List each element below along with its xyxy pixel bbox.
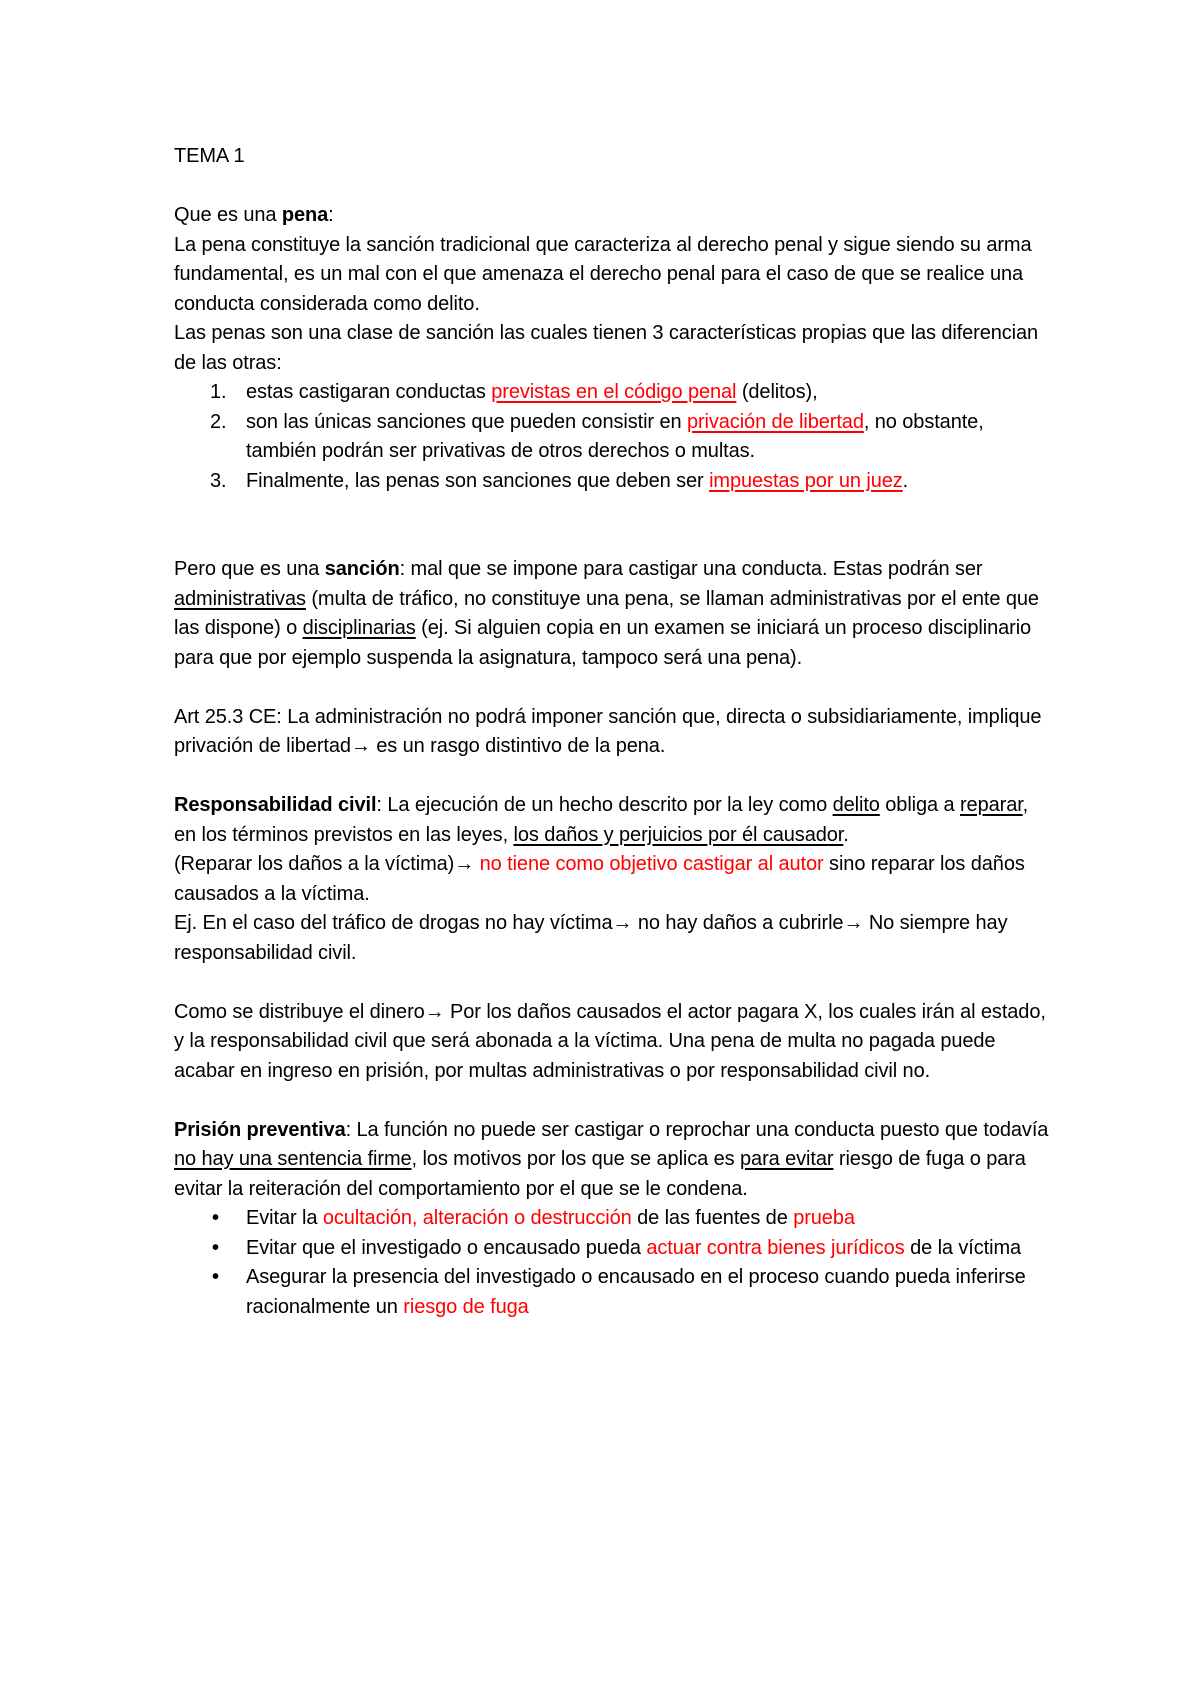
- term-bold: sanción: [324, 558, 400, 580]
- responsabilidad-note: [174, 850, 1054, 909]
- underlined-text: administrativas: [174, 587, 306, 610]
- list-item: [174, 378, 1054, 408]
- pena-heading-bold: pena: [281, 204, 329, 226]
- pena-heading: [174, 201, 1054, 231]
- list-item: [174, 1204, 1054, 1234]
- arrow-right-icon: →: [350, 735, 371, 757]
- paragraph-text: : mal que se impone para castigar una conducta. Estas podrán ser: [399, 558, 983, 580]
- prision-paragraph: [174, 1116, 1054, 1205]
- list-number: 3.: [210, 469, 227, 492]
- dinero-paragraph: [174, 998, 1054, 1087]
- document-title: TEMA 1: [174, 145, 245, 167]
- paragraph-text: : La función no puede ser castigar o reprochar una conducta puesto que todavía: [345, 1118, 1049, 1141]
- responsabilidad-paragraph: [174, 791, 1054, 850]
- list-number: 2.: [210, 410, 227, 433]
- underlined-text: disciplinarias: [302, 617, 416, 639]
- art-paragraph: [174, 703, 1054, 762]
- underlined-text: no hay una sentencia firme: [174, 1148, 412, 1170]
- list-number: 1.: [210, 381, 227, 403]
- highlight-text: previstas en el código penal: [491, 381, 737, 403]
- paragraph-text: sino reparar los daños causados a la víctima.: [174, 853, 1025, 905]
- paragraph-text: (ej. Si alguien copia en un examen se iniciará un proceso disciplinario para que por ejemplo suspenda la asignatura, tampoco será una pena).: [174, 617, 1032, 669]
- pena-paragraph-1: La pena constituye la sanción tradicional que caracteriza al derecho penal y sigue siendo su arma fundamental, es un mal con el que amenaza el derecho penal para el caso de que se realice una conducta considerada como delito.: [174, 233, 1032, 315]
- spacer: [174, 172, 1054, 202]
- arrow-right-icon: →: [424, 1000, 445, 1023]
- paragraph-text: Pero que es una: [174, 558, 325, 580]
- list-item-text: estas castigaran conductas: [246, 381, 492, 403]
- prision-bullet-list: [174, 1204, 1054, 1322]
- bullet-icon: •: [212, 1266, 219, 1288]
- sancion-paragraph: [174, 555, 1054, 673]
- paragraph-text: : La ejecución de un hecho descrito por la ley como: [376, 794, 833, 816]
- list-item-text: .: [902, 469, 909, 492]
- list-item: [174, 1263, 1054, 1322]
- spacer: [174, 968, 1054, 998]
- paragraph-text: riesgo de fuga o para evitar la reiteración del comportamiento por el que se le condena.: [174, 1148, 1026, 1200]
- responsabilidad-example: [174, 909, 1054, 968]
- paragraph-text: Ej. En el caso del tráfico de drogas no hay víctima: [174, 912, 613, 934]
- list-item: [174, 1234, 1054, 1264]
- highlight-text: privación de libertad: [686, 410, 864, 433]
- underlined-text: los daños y perjuicios por él causador: [513, 823, 844, 846]
- highlight-text: impuestas por un juez: [709, 469, 903, 492]
- paragraph-text: .: [843, 823, 849, 846]
- paragraph-text: Por los daños causados el actor pagara X, los cuales irán al estado, y la responsabilidad civil que será abonada a la víctima. Una pena de multa no pagada puede acabar en ingreso en prisión, por multas administrativas o por responsabilidad civil no.: [174, 1000, 1046, 1082]
- paragraph-text: (multa de tráfico, no constituye una pena, se llaman administrativas por el ente que las dispone) o: [174, 587, 1039, 639]
- spacer: [174, 496, 1054, 555]
- list-item: [174, 467, 1054, 497]
- highlight-text: riesgo de fuga: [403, 1295, 529, 1318]
- paragraph-text: , en los términos previstos en las leyes,: [174, 794, 1029, 846]
- highlight-text: actuar contra bienes jurídicos: [646, 1236, 905, 1259]
- list-item-text: de la víctima: [904, 1236, 1022, 1259]
- arrow-right-icon: →: [454, 853, 475, 875]
- paragraph-text: Como se distribuye el dinero: [174, 1000, 425, 1023]
- list-item-text: , no obstante, también podrán ser privativas de otros derechos o multas.: [246, 410, 984, 462]
- underlined-text: delito: [832, 794, 880, 816]
- highlight-text: prueba: [793, 1207, 855, 1229]
- underlined-text: reparar: [960, 794, 1023, 816]
- term-bold: Prisión preventiva: [174, 1118, 346, 1141]
- list-item: [174, 408, 1054, 467]
- paragraph-text: No siempre hay responsabilidad civil.: [174, 912, 1008, 964]
- paragraph-text: (Reparar los daños a la víctima): [174, 853, 455, 875]
- bullet-icon: •: [212, 1207, 219, 1229]
- spacer: [174, 673, 1054, 703]
- list-item-text: Evitar la: [246, 1207, 323, 1229]
- arrow-right-icon: →: [843, 912, 864, 934]
- list-item-text: Finalmente, las penas son sanciones que deben ser: [246, 469, 710, 492]
- pena-heading-colon: :: [328, 204, 334, 226]
- paragraph-text: , los motivos por los que se aplica es: [411, 1148, 741, 1170]
- list-item-text: Asegurar la presencia del investigado o encausado en el proceso cuando pueda inferirse racionalmente un: [246, 1266, 1026, 1318]
- paragraph-text: es un rasgo distintivo de la pena.: [370, 735, 666, 757]
- arrow-right-icon: →: [612, 912, 633, 934]
- spacer: [174, 1086, 1054, 1116]
- underlined-text: para evitar: [740, 1148, 834, 1170]
- highlight-text: ocultación, alteración o destrucción: [322, 1207, 632, 1229]
- term-bold: Responsabilidad civil: [174, 794, 377, 816]
- list-item-text: Evitar que el investigado o encausado pueda: [246, 1236, 647, 1259]
- list-item-text: son las únicas sanciones que pueden consistir en: [246, 410, 687, 433]
- highlight-text: no tiene como objetivo castigar al autor: [474, 853, 824, 875]
- paragraph-text: Art 25.3 CE: La administración no podrá imponer sanción que, directa o subsidiariamente, implique privación de libertad: [174, 705, 1042, 757]
- pena-heading-text: Que es una: [174, 204, 282, 226]
- list-item-text: (delitos),: [736, 381, 818, 403]
- bullet-icon: •: [212, 1236, 219, 1259]
- spacer: [174, 762, 1054, 792]
- document-body: [174, 142, 1054, 1322]
- paragraph-text: no hay daños a cubrirle: [632, 912, 844, 934]
- list-item-text: de las fuentes de: [631, 1207, 794, 1229]
- paragraph-text: obliga a: [879, 794, 960, 816]
- pena-characteristics-list: [174, 378, 1054, 496]
- pena-paragraph-2: Las penas son una clase de sanción las cuales tienen 3 características propias que las diferencian de las otras:: [174, 322, 1039, 374]
